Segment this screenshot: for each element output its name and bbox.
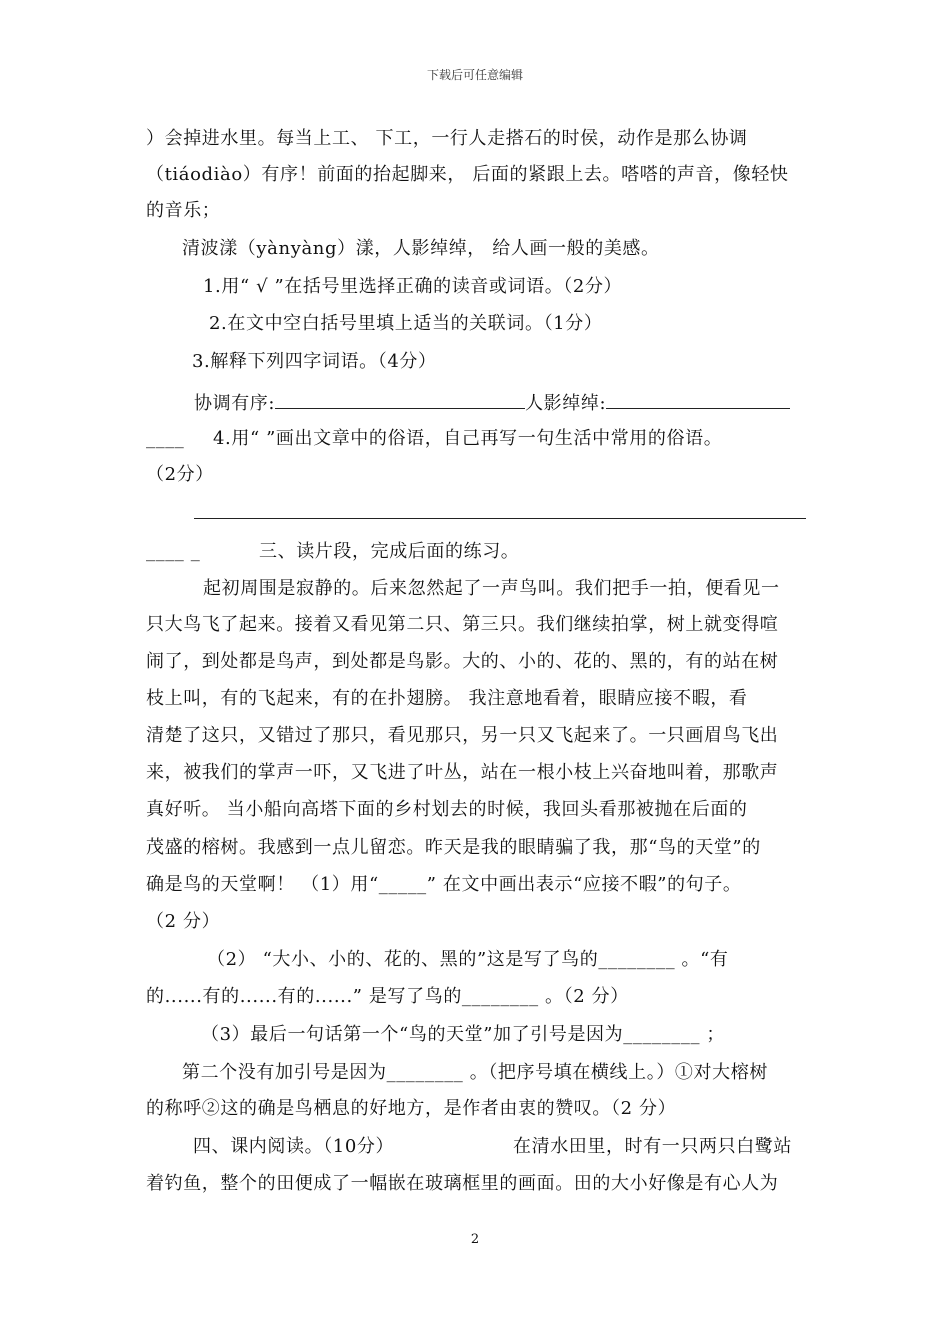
question-2-2: 的......有的......有的......” 是写了鸟的________ 。（2 分） [146,986,629,1007]
question-3-answer-row [194,390,790,416]
blank-marker: ____ [146,428,185,449]
question-2-2: （2） “大小、小的、花的、黑的”这是写了鸟的________ 。“有 [207,949,729,970]
passage-line: 真好听。 当小船向高塔下面的乡村划去的时候，我回头看那被抛在后面的 [146,799,748,820]
answer-blank[interactable] [275,390,525,409]
text-line: 的音乐； [146,200,221,221]
answer-line[interactable] [194,518,806,519]
passage-line: 茂盛的榕树。我感到一点儿留恋。昨天是我的眼睛骗了我，那“鸟的天堂”的 [146,837,761,858]
term-label: 协调有序: [194,393,276,414]
score-text: （2 分） [146,911,221,932]
passage-line: 确是鸟的天堂啊！ （1）用“_____” 在文中画出表示“应接不暇”的句子。 [146,874,742,895]
question-2-3: 的称呼②这的确是鸟栖息的好地方，是作者由衷的赞叹。（2 分） [146,1098,677,1119]
text-line: （tiáodiào）有序！前面的抬起脚来， 后面的紧跟上去。嗒嗒的声音，像轻快 [146,164,789,185]
passage-line: 来，被我们的掌声一吓，又飞进了叶丛，站在一根小枝上兴奋地叫着，那歌声 [146,762,779,783]
text-line: ）会掉进水里。每当上工、 下工，一行人走搭石的时侯，动作是那么协调 [146,128,748,149]
page-header: 下载后可任意编辑 [426,68,523,82]
question-1: 1.用“ √ ”在括号里选择正确的读音或词语。（2分） [203,276,623,297]
question-2-3: 第二个没有加引号是因为________ 。（把序号填在横线上。）①对大榕树 [182,1062,768,1083]
passage-line: 枝上叫，有的飞起来，有的在扑翅膀。 我注意地看着，眼睛应接不暇，看 [146,688,748,709]
page-number: 2 [470,1232,480,1247]
question-2-3: （3）最后一句话第一个“鸟的天堂”加了引号是因为________ ； [201,1024,725,1045]
passage-line: 清楚了这只，又错过了那只，看见那只，另一只又飞起来了。一只画眉鸟飞出 [146,725,779,746]
question-3: 3.解释下列四字词语。（4分） [192,351,437,372]
section-4-title: 四、课内阅读。（10分） [193,1136,395,1157]
term-label: 人影绰绰: [525,393,607,414]
question-4: 4.用“ ”画出文章中的俗语，自己再写一句生活中常用的俗语。 [213,428,723,449]
passage-line: 闹了，到处都是鸟声，到处都是鸟影。大的、小的、花的、黑的，有的站在树 [146,651,779,672]
section-3-title: 三、读片段，完成后面的练习。 [259,541,520,562]
passage-line: 只大鸟飞了起来。接着又看见第二只、第三只。我们继续拍掌，树上就变得喧 [146,614,779,635]
passage-line: 在清水田里，时有一只两只白鹭站 [513,1136,792,1157]
answer-blank[interactable] [606,390,790,409]
passage-line: 起初周围是寂静的。后来忽然起了一声鸟叫。我们把手一拍，便看见一 [203,578,780,599]
passage-line: 着钓鱼，整个的田便成了一幅嵌在玻璃框里的画面。田的大小好像是有心人为 [146,1173,779,1194]
blank-marker: ____ _ [146,541,201,562]
question-2: 2.在文中空白括号里填上适当的关联词。（1分） [209,313,603,334]
text-line: 清波漾（yànyàng）漾，人影绰绰， 给人画一般的美感。 [182,238,660,259]
score-text: （2分） [146,464,214,485]
